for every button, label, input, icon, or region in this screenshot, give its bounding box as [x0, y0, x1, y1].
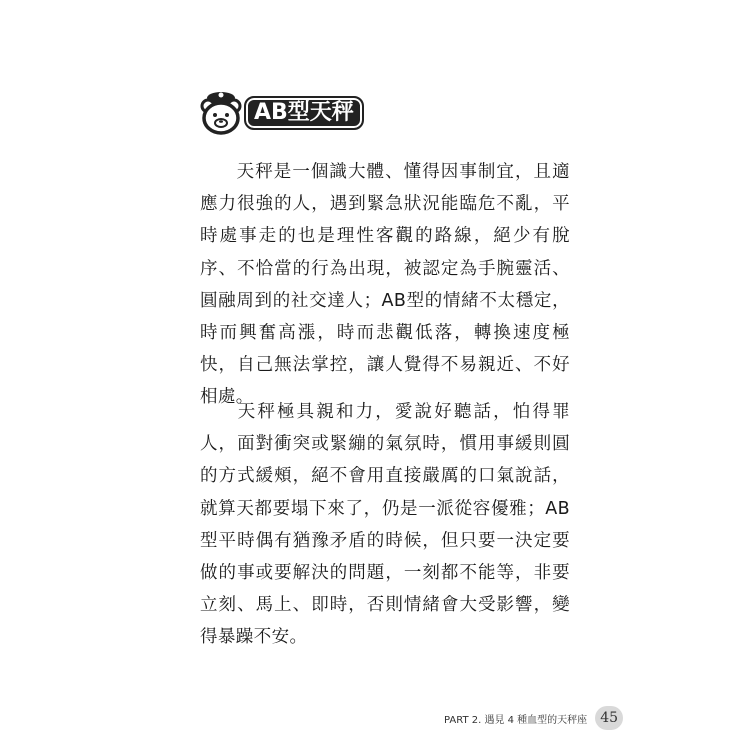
heading-title: AB型天秤 — [244, 96, 364, 130]
paragraph-1 — [200, 156, 570, 414]
paragraph-2 — [200, 396, 570, 654]
footer-section-label: PART 2. 遇見 4 種血型的天秤座 — [444, 714, 588, 726]
section-heading — [244, 96, 364, 130]
paragraph-2-text: 天秤極具親和力，愛說好聽話，怕得罪人，面對衝突或緊繃的氣氛時，慣用事緩則圓的方式緩頰，絕不會用直接嚴厲的口氣說話，就算天都要塌下來了，仍是一派從容優雅；AB型平時偶有猶豫矛盾的時候，但只要一決定要做的事或要解決的問題，一刻都不能等，非要立刻、馬上、即時，否則情緒會大受影響，變得暴躁不安。 — [200, 402, 570, 648]
bear-mascot-icon — [198, 88, 244, 138]
page-footer — [444, 706, 623, 730]
paragraph-1-text: 天秤是一個識大體、懂得因事制宜，且適應力很強的人，遇到緊急狀況能臨危不亂，平時處事走的也是理性客觀的路線，絕少有脫序、不恰當的行為出現，被認定為手腕靈活、圓融周到的社交達人；AB型的情緒不太穩定，時而興奮高漲，時而悲觀低落，轉換速度極快，自己無法掌控，讓人覺得不易親近、不好相處。 — [200, 162, 570, 408]
page-number: 45 — [595, 706, 623, 730]
